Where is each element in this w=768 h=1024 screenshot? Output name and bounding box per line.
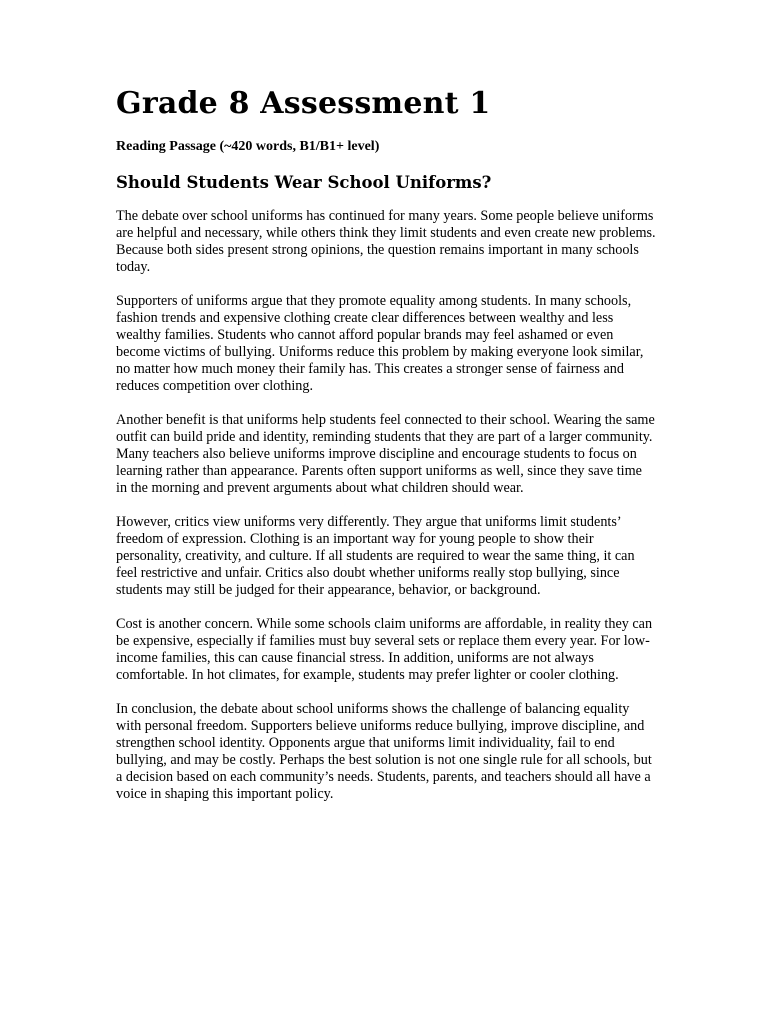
document-content xyxy=(116,84,656,820)
page-title: Grade 8 Assessment 1 xyxy=(116,86,491,121)
article-title: Should Students Wear School Uniforms? xyxy=(116,173,492,192)
paragraph-intro: The debate over school uniforms has continued for many years. Some people believe uniforms are helpful and necessary, while others think they limit students and even create new problems. Because both sides present strong opinions, the question remains important in many schools today. xyxy=(116,208,656,275)
paragraph-supporters-equality: Supporters of uniforms argue that they promote equality among students. In many schools, fashion trends and expensive clothing create clear differences between wealthy and less wealthy families. Students who cannot afford popular brands may feel ashamed or even become victims of bullying. Uniforms reduce this problem by making everyone look similar, no matter how much money their family has. This creates a stronger sense of fairness and reduces competition over clothing. xyxy=(116,293,644,394)
article-body xyxy=(116,208,656,803)
reading-passage-subtitle: Reading Passage (~420 words, B1/B1+ level) xyxy=(116,139,380,154)
paragraph-cost-concern: Cost is another concern. While some schools claim uniforms are affordable, in reality they can be expensive, especially if families must buy several sets or replace them every year. For low-income families, this can cause financial stress. In addition, uniforms are not always comfortable. In hot climates, for example, students may prefer lighter or cooler clothing. xyxy=(116,616,653,683)
paragraph-critics-expression: However, critics view uniforms very differently. They argue that uniforms limit students’ freedom of expression. Clothing is an important way for young people to show their personality, creativity, and culture. If all students are required to wear the same thing, it can feel restrictive and unfair. Critics also doubt whether uniforms really stop bullying, since students may still be judged for their appearance, behavior, or background. xyxy=(116,514,635,598)
paragraph-conclusion: In conclusion, the debate about school uniforms shows the challenge of balancing equality with personal freedom. Supporters believe uniforms reduce bullying, improve discipline, and strengthen school identity. Opponents argue that uniforms limit individuality, fail to end bullying, and may be costly. Perhaps the best solution is not one single rule for all schools, but a decision based on each community’s needs. Students, parents, and teachers should all have a voice in shaping this important policy. xyxy=(116,701,652,802)
paragraph-school-connection: Another benefit is that uniforms help students feel connected to their school. Wearing the same outfit can build pride and identity, reminding students that they are part of a larger community. Many teachers also believe uniforms improve discipline and encourage students to focus on learning rather than appearance. Parents often support uniforms as well, since they save time in the morning and prevent arguments about what children should wear. xyxy=(116,412,655,496)
